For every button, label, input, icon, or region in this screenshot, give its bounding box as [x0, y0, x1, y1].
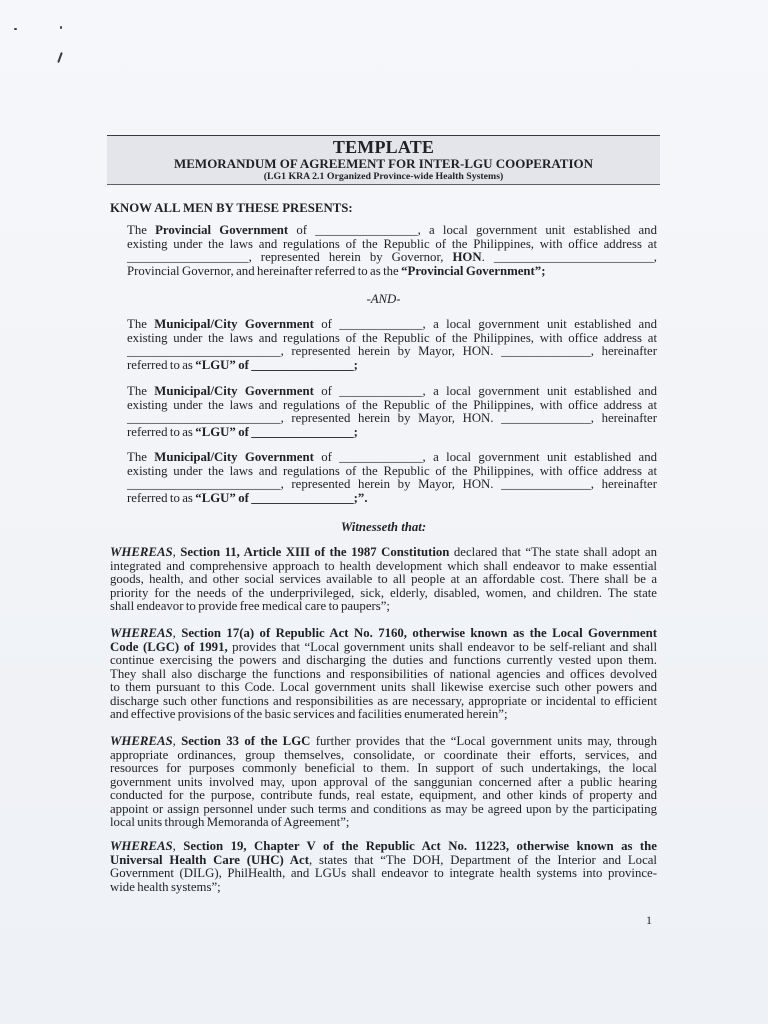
text-run: referred to as	[127, 357, 196, 372]
text-run: Government (DILG), PhilHealth, and LGUs shall endeavor to integrate health systems into province-	[110, 866, 657, 880]
text-run: ,	[172, 839, 184, 853]
text-line	[110, 654, 657, 668]
text-line	[110, 668, 657, 682]
text-line	[110, 681, 657, 695]
text-run: “LGU” of ________________;”.	[195, 490, 368, 505]
text-run: ,	[172, 626, 182, 640]
scan-mark	[57, 52, 63, 63]
whereas-clause-lgc-section-33	[110, 735, 657, 830]
text-run: discharge such other functions and responsibilities as are necessary, appropriate or incidental to efficient	[110, 693, 657, 708]
text-run: further provides that the “Local government units may, through	[310, 734, 657, 748]
preamble-heading: KNOW ALL MEN BY THESE PRESENTS:	[110, 200, 353, 215]
text-line	[127, 478, 657, 492]
text-line	[110, 573, 657, 587]
text-line	[110, 803, 657, 817]
text-run: “Provincial Government”;	[401, 263, 546, 278]
text-line	[127, 359, 657, 373]
document-subtitle: MEMORANDUM OF AGREEMENT FOR INTER-LGU COOPERATION	[173, 155, 593, 171]
page-number: 1	[646, 913, 652, 927]
text-run: provides that “Local government units shall endeavor to be self-reliant and shall	[227, 639, 657, 654]
text-run: to them pursuant to this Code. Local government units shall likewise exercise such other powers and	[110, 680, 657, 694]
text-line	[127, 492, 657, 506]
text-line	[127, 265, 657, 279]
text-run: priority for the needs of the underprivileged, sick, elderly, disabled, women, and children. The state	[110, 585, 657, 600]
text-run: Municipal/City Government	[154, 384, 314, 398]
text-line	[127, 385, 657, 399]
text-line	[110, 560, 657, 574]
document-title: TEMPLATE	[332, 137, 435, 157]
text-run: existing under the laws and regulations of the Republic of the Philippines, with office address at	[127, 397, 657, 412]
text-run: of ________________, a local government unit established and	[288, 223, 657, 237]
text-run: . _________________________,	[481, 250, 657, 264]
text-run: resources for purposes commonly beneficial to them. In support of such undertakings, the local	[110, 761, 657, 775]
text-line	[127, 251, 657, 265]
scan-mark	[60, 26, 62, 29]
text-run: existing under the laws and regulations of the Republic of the Philippines, with office address at	[127, 236, 657, 251]
text-run: ,	[172, 734, 182, 748]
text-line	[127, 318, 657, 332]
text-run: The	[127, 384, 155, 398]
text-run: goods, health, and other social services available to all people at an affordable cost. There shall be a	[110, 572, 657, 586]
text-run: Section 33 of the LGC	[181, 734, 311, 748]
text-line	[110, 776, 657, 790]
text-run: ___________________, represented herein by Governor,	[127, 250, 453, 264]
text-line	[110, 816, 657, 830]
text-line	[127, 465, 657, 479]
text-line	[110, 600, 657, 614]
and-separator: -AND-	[366, 292, 401, 306]
kra-reference: (LG1 KRA 2.1 Organized Province-wide Health Systems)	[263, 171, 504, 182]
whereas-clause-lgc-section-17	[110, 627, 657, 722]
text-line	[110, 641, 657, 655]
text-run: Code (LGC) of 1991,	[110, 639, 228, 654]
text-run: ________________________, represented herein by Mayor, HON. ______________, hereinafter	[127, 477, 657, 491]
text-line	[110, 627, 657, 641]
text-run: appropriate ordinances, group themselves, consolidate, or coordinate their efforts, services, and	[110, 747, 657, 762]
text-run: HON	[452, 250, 482, 264]
text-run: Provincial Government	[155, 223, 289, 237]
text-run: referred to as	[127, 490, 196, 505]
text-run: Section 19, Chapter V of the Republic Act No. 11223, otherwise known as the	[183, 839, 657, 853]
text-run: conducted for the purpose, contribute funds, real estate, equipment, and other kinds of property and	[110, 788, 657, 802]
text-run: integrated and comprehensive approach to health development which shall endeavor to make essential	[110, 558, 657, 573]
text-line	[127, 399, 657, 413]
text-run: Municipal/City Government	[154, 317, 314, 331]
text-run: wide health systems”;	[110, 879, 221, 894]
whereas-clause-uhc-act	[110, 840, 657, 894]
text-line	[127, 451, 657, 465]
text-line	[110, 749, 657, 763]
text-line	[127, 412, 657, 426]
text-line	[110, 708, 657, 722]
text-run: The	[127, 450, 155, 464]
whereas-clause-constitution	[110, 546, 657, 614]
text-run: appoint or assign personnel under such terms and conditions as may be agreed upon by the participating	[110, 801, 657, 816]
text-line	[110, 587, 657, 601]
text-run: existing under the laws and regulations of the Republic of the Philippines, with office address at	[127, 463, 657, 478]
scan-mark	[14, 28, 17, 30]
text-run: of _____________, a local government unit established and	[313, 450, 658, 464]
text-line	[110, 840, 657, 854]
text-run: existing under the laws and regulations of the Republic of the Philippines, with office address at	[127, 330, 657, 345]
text-run: WHEREAS	[110, 626, 173, 640]
text-run: declared that “The state shall adopt an	[449, 545, 657, 559]
witnesseth-heading: Witnesseth that:	[340, 520, 427, 534]
text-line	[127, 426, 657, 440]
text-run: , states that “The DOH, Department of the Interior and Local	[308, 852, 657, 867]
text-run: local units through Memoranda of Agreement”;	[110, 815, 350, 829]
text-run: Section 17(a) of Republic Act No. 7160, otherwise known as the Local Government	[181, 626, 657, 640]
text-line	[110, 762, 657, 776]
text-line	[110, 546, 657, 560]
text-line	[110, 854, 657, 868]
text-run: The	[127, 317, 155, 331]
text-run: Provincial Governor, and hereinafter referred to as the	[127, 263, 402, 278]
text-run: ________________________, represented herein by Mayor, HON. ______________, hereinafter	[127, 411, 657, 425]
text-line	[127, 332, 657, 346]
text-run: ,	[172, 545, 181, 559]
text-line	[127, 224, 657, 238]
text-line	[110, 735, 657, 749]
text-run: WHEREAS	[110, 839, 173, 853]
text-run: The	[127, 223, 156, 237]
text-run: WHEREAS	[110, 545, 173, 559]
lgu-party-2	[127, 385, 657, 439]
text-run: Section 11, Article XIII of the 1987 Constitution	[180, 545, 450, 559]
text-run: government units involved may, upon approval of the sanggunian concerned after a public hearing	[110, 774, 657, 789]
provincial-government-party	[127, 224, 657, 278]
text-line	[127, 238, 657, 252]
text-run: and effective provisions of the basic services and facilities enumerated herein”;	[110, 707, 508, 721]
text-line	[110, 789, 657, 803]
text-run: WHEREAS	[110, 734, 173, 748]
text-run: “LGU” of ________________;	[195, 357, 358, 372]
text-run: Universal Health Care (UHC) Act	[110, 852, 309, 867]
text-run: shall endeavor to provide free medical care to paupers”;	[110, 599, 390, 613]
text-run: of _____________, a local government unit established and	[313, 384, 658, 398]
text-run: “LGU” of ________________;	[195, 424, 358, 439]
lgu-party-3	[127, 451, 657, 505]
text-line	[110, 881, 657, 895]
text-line	[110, 695, 657, 709]
text-run: of _____________, a local government unit established and	[313, 317, 658, 331]
text-run: Municipal/City Government	[154, 450, 314, 464]
text-line	[127, 345, 657, 359]
text-run: ________________________, represented herein by Mayor, HON. ______________, hereinafter	[127, 344, 657, 358]
text-run: They shall also discharge the functions and responsibilities of national agencies and offices devolved	[110, 666, 657, 681]
lgu-party-1	[127, 318, 657, 372]
text-run: continue exercising the powers and discharging the duties and functions currently vested upon them.	[110, 653, 657, 667]
text-line	[110, 867, 657, 881]
text-run: referred to as	[127, 424, 196, 439]
